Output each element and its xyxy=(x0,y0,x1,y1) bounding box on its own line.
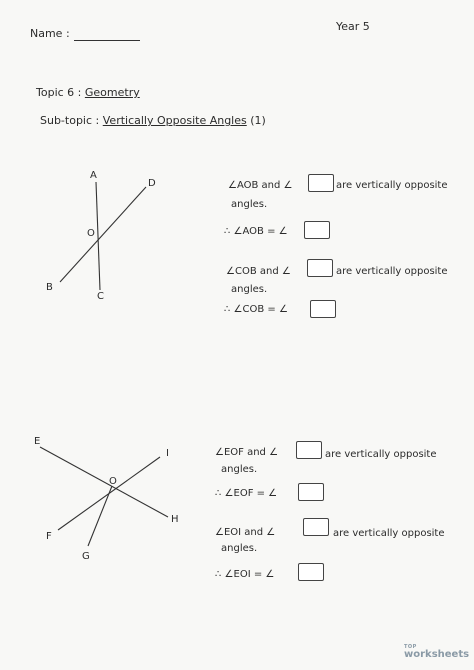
point-a-label: A xyxy=(90,170,97,181)
year-label: Year 5 xyxy=(336,20,370,33)
line-og xyxy=(88,486,112,546)
q2-answer-box-1[interactable] xyxy=(307,259,333,277)
q4-line1b: are vertically opposite xyxy=(333,528,445,539)
point-g-label: G xyxy=(82,551,90,562)
topic-label: Topic 6 : xyxy=(36,86,82,99)
point-c-label: C xyxy=(97,291,104,302)
subtopic-value: Vertically Opposite Angles xyxy=(102,114,247,127)
q4-line3: ∴ ∠EOI = ∠ xyxy=(215,569,275,580)
point-f-label: F xyxy=(46,531,52,542)
name-label: Name : xyxy=(30,27,70,40)
q1-answer-box-1[interactable] xyxy=(308,174,334,192)
q4-line1a: ∠EOI and ∠ xyxy=(215,527,276,538)
q1-line1a: ∠AOB and ∠ xyxy=(228,180,293,191)
q3-line1b: are vertically opposite xyxy=(325,449,437,460)
q3-line3: ∴ ∠EOF = ∠ xyxy=(215,488,278,499)
point-o-label: O xyxy=(87,228,95,239)
q3-line1a: ∠EOF and ∠ xyxy=(215,447,279,458)
q4-line2: angles. xyxy=(221,543,258,554)
q2-line3: ∴ ∠COB = ∠ xyxy=(224,304,288,315)
subtopic-label: Sub-topic : xyxy=(40,114,100,127)
logo-top: TOP xyxy=(404,644,417,650)
q2-line1a: ∠COB and ∠ xyxy=(226,266,291,277)
line-ac xyxy=(96,182,100,290)
q1-line2: angles. xyxy=(231,199,268,210)
q3-line2: angles. xyxy=(221,464,258,475)
q1-answer-box-2[interactable] xyxy=(304,221,330,239)
point-b-label: B xyxy=(46,282,53,293)
q2-line1b: are vertically opposite xyxy=(336,266,448,277)
point-o2-label: O xyxy=(109,476,117,487)
point-i-label: I xyxy=(166,448,169,459)
line-bd xyxy=(60,187,146,282)
point-e-label: E xyxy=(34,436,41,447)
q3-answer-box-2[interactable] xyxy=(298,483,324,501)
q4-answer-box-2[interactable] xyxy=(298,563,324,581)
topworksheets-logo xyxy=(404,644,470,664)
diagram-1-lines xyxy=(60,182,146,290)
q2-answer-box-2[interactable] xyxy=(310,300,336,318)
point-h-label: H xyxy=(171,514,179,525)
point-d-label: D xyxy=(148,178,156,189)
diagram-2-lines xyxy=(40,447,168,546)
q4-answer-box-1[interactable] xyxy=(303,518,329,536)
topic-value: Geometry xyxy=(84,86,140,99)
logo-bottom: worksheets xyxy=(404,649,470,660)
subtopic-suffix: (1) xyxy=(250,114,266,127)
q3-answer-box-1[interactable] xyxy=(296,441,322,459)
q1-line1b: are vertically opposite xyxy=(336,180,448,191)
q2-line2: angles. xyxy=(231,284,268,295)
q1-line3: ∴ ∠AOB = ∠ xyxy=(224,226,288,237)
